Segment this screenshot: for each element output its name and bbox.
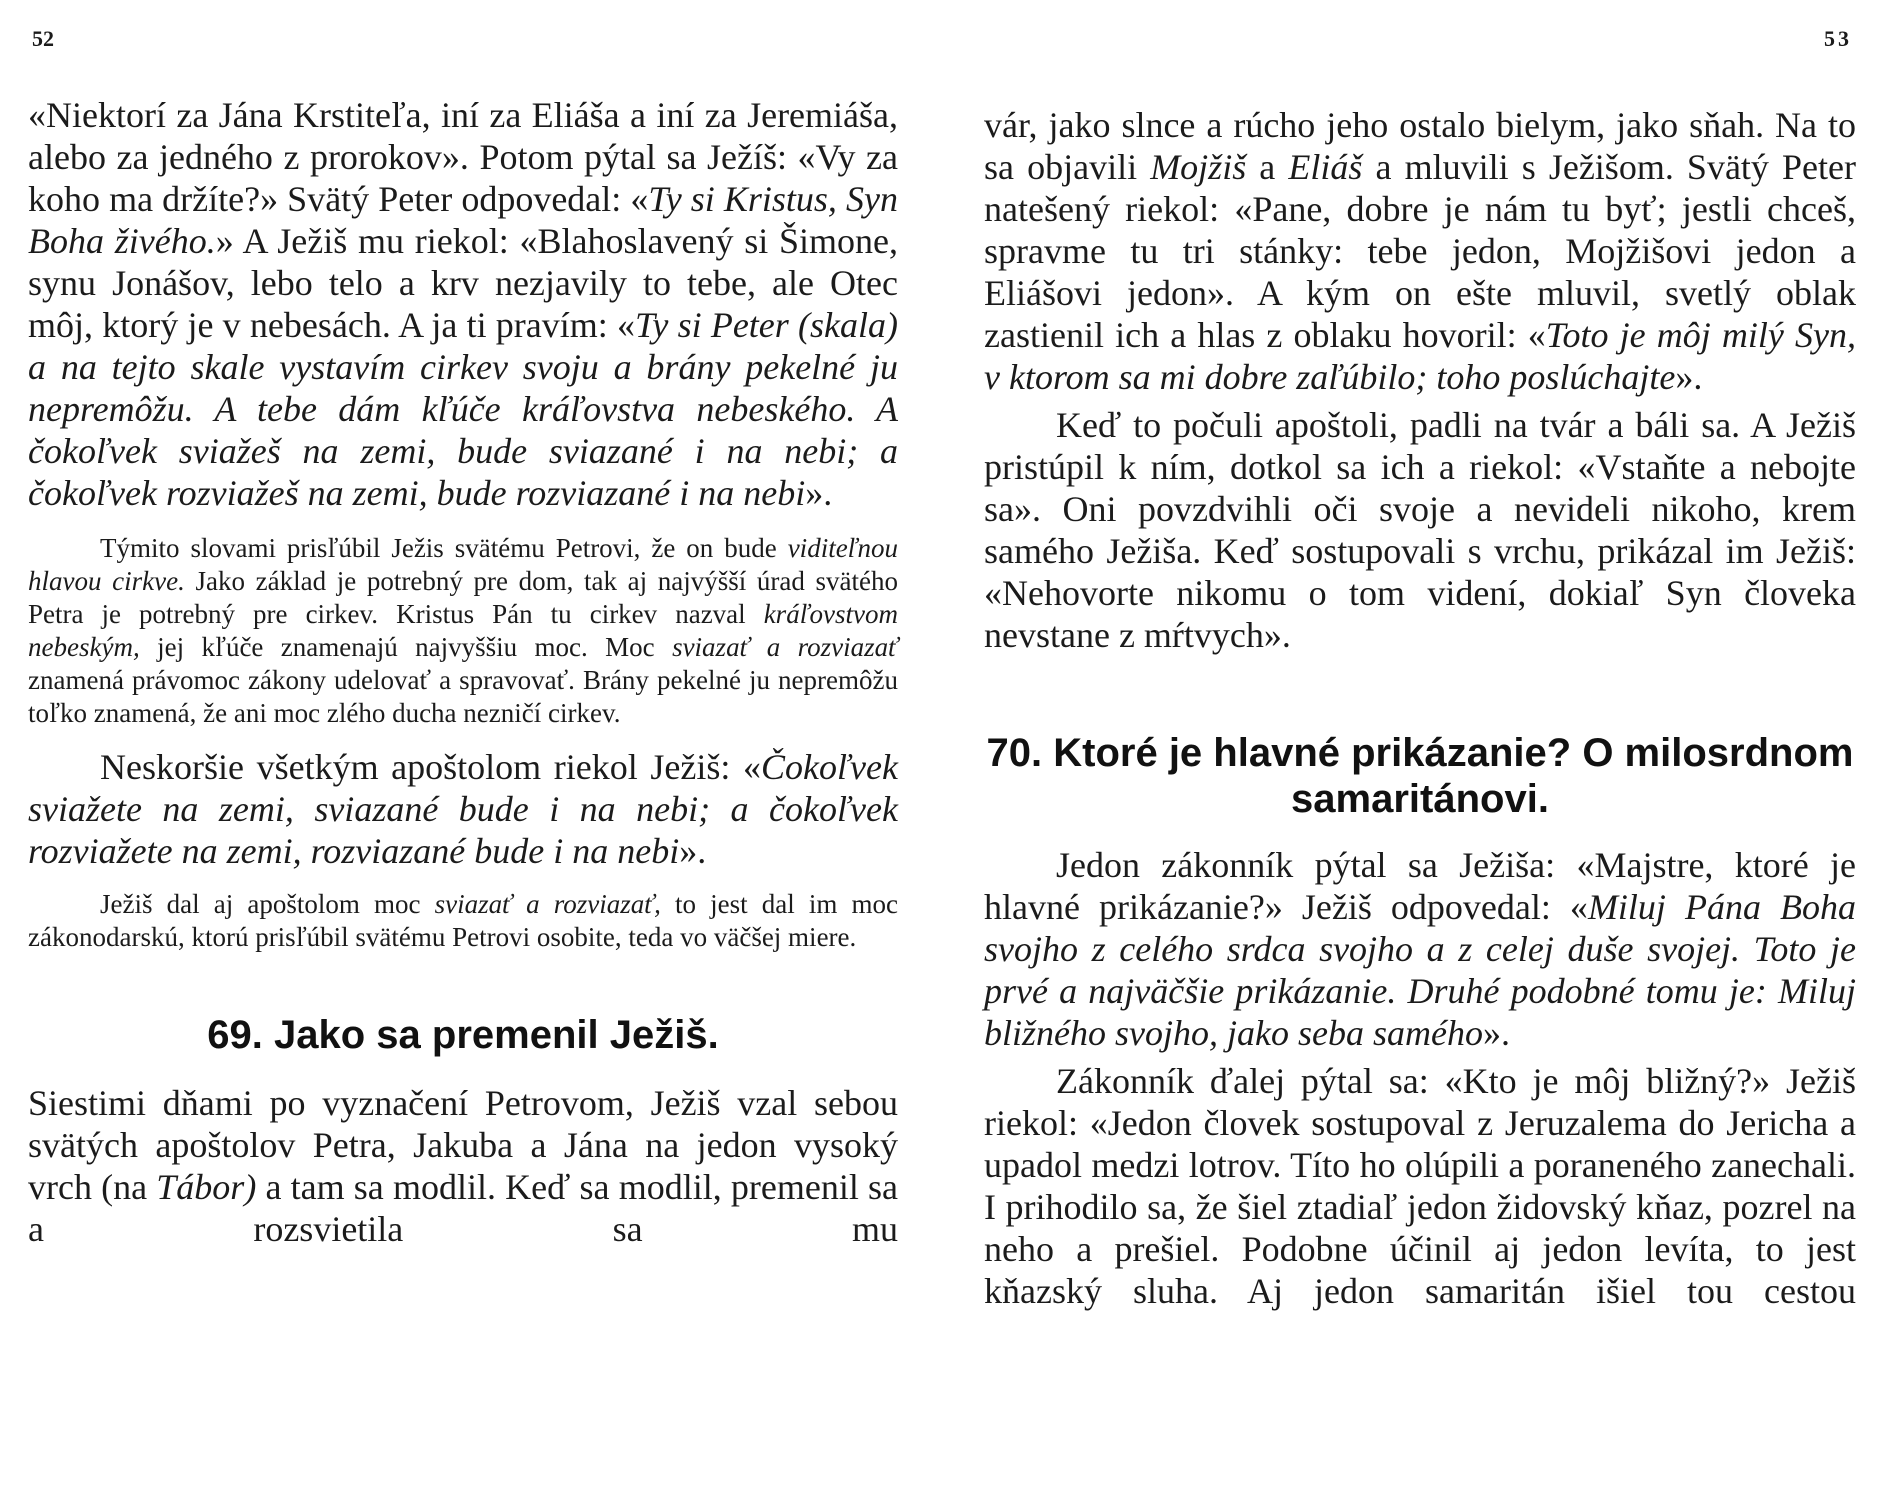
italic-run: Toto je môj milý Syn, v ktorom sa mi dobre zaľúbilo; toho poslúchajte	[984, 315, 1856, 397]
text-run: ».	[805, 473, 833, 513]
right-page	[960, 0, 1886, 1500]
paragraph-transfiguration-cont	[984, 104, 1856, 398]
italic-run: Eliáš	[1288, 147, 1363, 187]
text-run: «Niektorí za Jána Krstiteľa, iní za Eliáša a iní za Jeremiáša, alebo za jedného z prorokov». Potom pýtal sa Ježíš: «Vy za koho ma držíte?» Svätý Peter odpovedal: «	[28, 95, 898, 219]
text-run: Týmito slovami prisľúbil Ježis svätému Petrovi, že on bude	[100, 533, 788, 563]
italic-run: viditeľnou hlavou cirkve.	[28, 533, 898, 596]
paragraph-peter-confession	[28, 94, 898, 514]
paragraph-commentary-power	[28, 888, 898, 954]
text-run: Neskoršie všetkým apoštolom riekol Ježiš: «	[100, 747, 761, 787]
text-run: a tam sa modlil. Keď sa modlil, premenil sa a rozsvietila sa mu	[28, 1167, 898, 1249]
text-run: Jako základ je potrebný pre dom, tak aj najvýšší úrad svätého Petra je potrebný pre cirkev. Kristus Pán tu cirkev nazval	[28, 566, 898, 629]
text-run: jej kľúče znamenajú najvyššiu moc. Moc	[139, 632, 673, 662]
paragraph-transfiguration-start	[28, 1082, 898, 1250]
text-run: Ježiš dal aj apoštolom moc	[100, 889, 435, 919]
text-run: to jest dal im moc zákonodarskú, ktorú prisľúbil svätému Petrovi osobite, teda vo väčšej miere.	[28, 889, 898, 952]
page-number-left: 52	[32, 26, 54, 51]
italic-run: Ty si Peter (skala) a na tejto skale vystavím cirkev svoju a brány pekelné ju nepremôžu. A tebe dám kľúče kráľovstva nebeského. A čokoľvek sviažeš na zemi, bude sviazané i na nebi; a čokoľvek rozviažeš na zemi, bude rozviazané i na nebi	[28, 305, 898, 513]
italic-run: sviazať a rozviazať,	[434, 889, 661, 919]
text-run: iestimi dňami po vyznačení Petrovom, Ježiš vzal sebou svätých apoštolov Petra, Jakuba a Jána na jedon vysoký vrch (na	[28, 1083, 898, 1207]
italic-run: Miluj Pána Boha svojho z celého srdca svojho a z celej duše svojej. Toto je prvé a najväčšie prikázanie. Druhé podobné tomu je: Miluj bližného svojho, jako seba samého	[984, 887, 1856, 1053]
left-text-column	[28, 94, 898, 1250]
text-run: vár, jako slnce a rúcho jeho ostalo bielym, jako sňah. Na to sa objavili	[984, 105, 1856, 187]
drop-letter: Ѕ	[28, 1083, 49, 1123]
text-run: » A Ježiš mu riekol: «Blahoslavený si Šimone, synu Jonášov, lebo telo a krv nezjavily to tebe, ale Otec môj, ktorý je v nebesách. A ja ti pravím: «	[28, 221, 898, 345]
italic-run: Mojžiš	[1150, 147, 1247, 187]
text-run: a mluvili s Ježišom. Svätý Peter natešený riekol: «Pane, dobre je nám tu byť; jestli chceš, spravme tu tri stánky: tebe jedon, Mojžišovi jedon a Eliášovi jedon». A kým on ešte mluvil, svetlý oblak zastienil ich a hlas z oblaku hovoril: «	[984, 147, 1856, 355]
text-run: ».	[1675, 357, 1703, 397]
left-page	[0, 0, 920, 1500]
paragraph-apostles-fear: Keď to počuli apoštoli, padli na tvár a báli sa. A Ježiš pristúpil k ním, dotkol sa ich a riekol: «Vstaňte a nebojte sa». Oni povzdvihli oči svoje a nevideli nikoho, krem samého Ježiša. Keď sostupovali s vrchu, prikázal im Ježiš: «Nehovorte nikomu o tom videní, dokiaľ Syn človeka nevstane z mŕtvych».	[984, 405, 1856, 655]
paragraph-all-apostles	[28, 746, 898, 872]
right-text-column	[984, 104, 1856, 1312]
italic-run: Čokoľvek sviažete na zemi, sviazané bude i na nebi; a čokoľvek rozviažete na zemi, rozviazané bude i na nebi	[28, 747, 898, 871]
text-run: ».	[679, 831, 707, 871]
text-run: ».	[1482, 1013, 1510, 1053]
section-heading-69: 69. Jako sa premenil Ježiš.	[207, 1013, 719, 1057]
italic-run: Tábor)	[156, 1167, 257, 1207]
paragraph-commentary-keys	[28, 532, 898, 730]
text-run: znamená právomoc zákony udelovať a spravovať. Brány pekelné ju nepremôžu toľko znamená, že ani moc zlého ducha nezničí cirkev.	[28, 665, 898, 728]
paragraph-greatest-commandment	[984, 844, 1856, 1054]
page-number-right: 53	[1824, 26, 1852, 51]
italic-run: sviazať a rozviazať	[672, 632, 898, 662]
italic-run: Ty si Kristus, Syn Boha živého.	[28, 179, 898, 261]
paragraph-good-samaritan: Zákonník ďalej pýtal sa: «Kto je môj bližný?» Ježiš riekol: «Jedon človek sostupoval z Jeruzalema do Jericha a upadol medzi lotrov. Títo ho olúpili a poraneného zanechali. I prihodilo sa, že šiel ztadiaľ jedon židovský kňaz, pozrel na neho a prešiel. Podobne účinil aj jedon levíta, to jest kňazský sluha. Aj jedon samaritán išiel tou cestou	[984, 1061, 1856, 1311]
section-heading-70: 70. Ktoré je hlavné prikázanie? O milosrdnom samaritánovi.	[986, 731, 1854, 821]
italic-run: kráľovstvom nebeským,	[28, 599, 898, 662]
text-run: a	[1246, 147, 1289, 187]
text-run: Jedon zákonník pýtal sa Ježiša: «Majstre, ktoré je hlavné prikázanie?» Ježiš odpovedal: «	[984, 845, 1856, 927]
